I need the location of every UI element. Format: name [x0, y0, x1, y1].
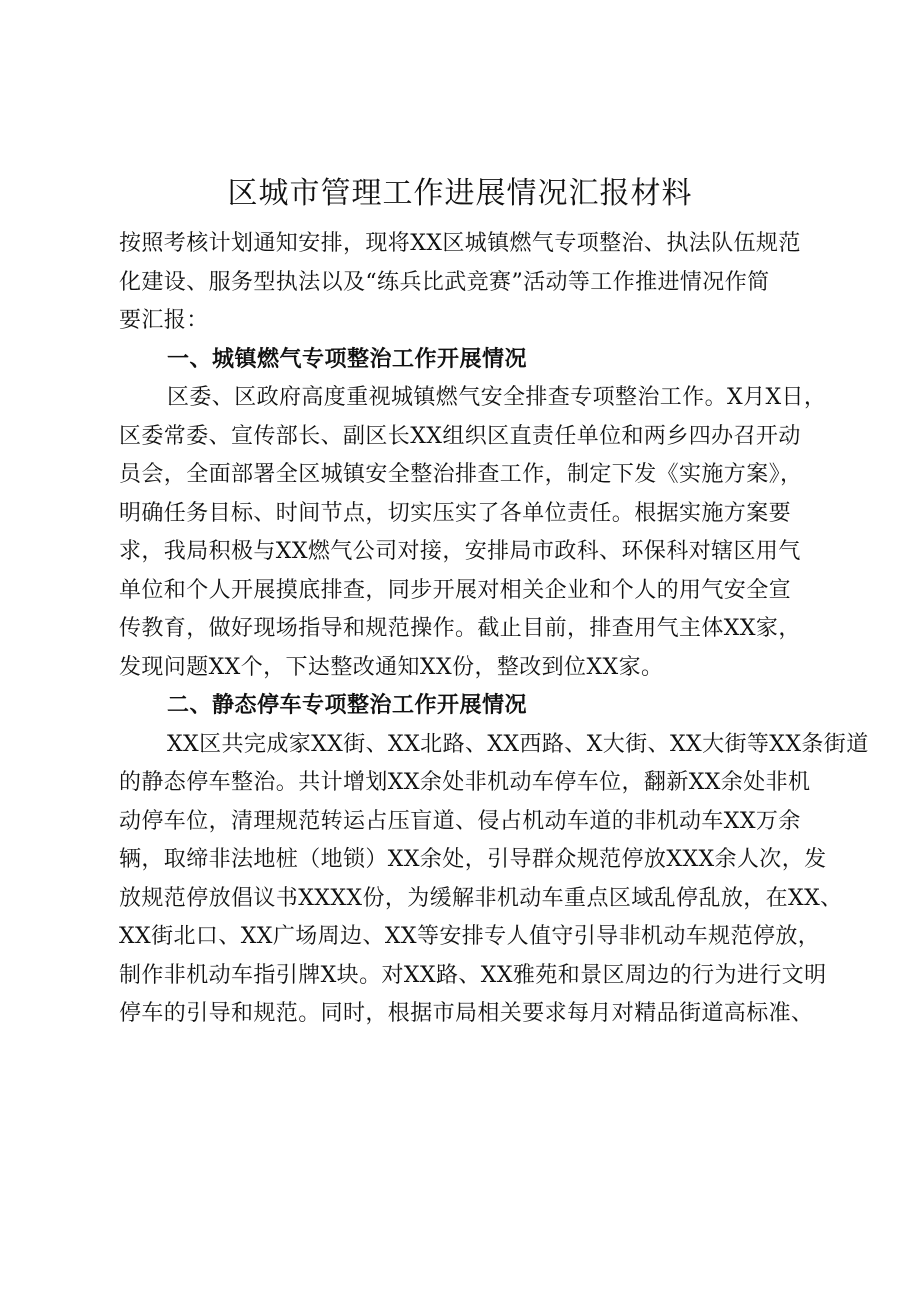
text-line: 停车的引导和规范。同时，根据市局相关要求每月对精品街道高标准、	[119, 1001, 814, 1026]
text-line: 区委常委、宣传部长、副区长XX组织区直责任单位和两乡四办召开动	[119, 423, 801, 449]
text-line: 求，我局积极与XX燃气公司对接，安排局市政科、环保科对辖区用气	[119, 539, 801, 564]
text-line: 单位和个人开展摸底排查，同步开展对相关企业和个人的用气安全宣	[119, 577, 792, 603]
document-title: 区城市管理工作进展情况汇报材料	[227, 176, 693, 211]
text-line: 发现问题XX个，下达整改通知XX份，整改到位XX家。	[119, 654, 664, 680]
text-line: 明确任务目标、时间节点，切实压实了各单位责任。根据实施方案要	[119, 500, 792, 526]
text-line: 辆，取缔非法地桩（地锁）XX余处，引导群众规范停放XXX余人次，发	[119, 847, 827, 872]
text-line: 化建设、服务型执法以及“练兵比武竞赛”活动等工作推进情况作简	[119, 269, 770, 295]
text-line: 放规范停放倡议书XXXX份，为缓解非机动车重点区域乱停乱放，在XX、	[119, 885, 843, 911]
text-line: 制作非机动车指引牌X块。对XX路、XX雅苑和景区周边的行为进行文明	[119, 962, 827, 988]
section-paragraph	[119, 379, 827, 687]
section-heading: 一、城镇燃气专项整治工作开展情况	[167, 346, 528, 372]
section-paragraph	[119, 726, 869, 1034]
text-line: 动停车位，清理规范转运占压盲道、侵占机动车道的非机动车XX万余	[119, 808, 801, 834]
text-line: XX街北口、XX广场周边、XX等安排专人值守引导非机动车规范停放，	[119, 924, 821, 949]
text-line: XX区共完成家XX街、XX北路、XX西路、X大街、XX大街等XX条街道	[167, 731, 869, 757]
document-body	[119, 225, 869, 1034]
text-line: 区委、区政府高度重视城镇燃气安全排查专项整治工作。X月X日，	[167, 385, 827, 410]
text-line: 传教育，做好现场指导和规范操作。截止目前，排查用气主体XX家，	[119, 616, 801, 641]
text-line: 按照考核计划通知安排，现将XX区城镇燃气专项整治、执法队伍规范	[119, 231, 801, 256]
section-heading: 二、静态停车专项整治工作开展情况	[167, 693, 528, 718]
text-line: 的静态停车整治。共计增划XX余处非机动车停车位，翻新XX余处非机	[119, 770, 811, 795]
text-line: 员会，全面部署全区城镇安全整治排查工作，制定下发《实施方案》，	[119, 462, 803, 487]
intro-paragraph	[119, 225, 809, 341]
text-line: 要汇报：	[119, 308, 209, 333]
